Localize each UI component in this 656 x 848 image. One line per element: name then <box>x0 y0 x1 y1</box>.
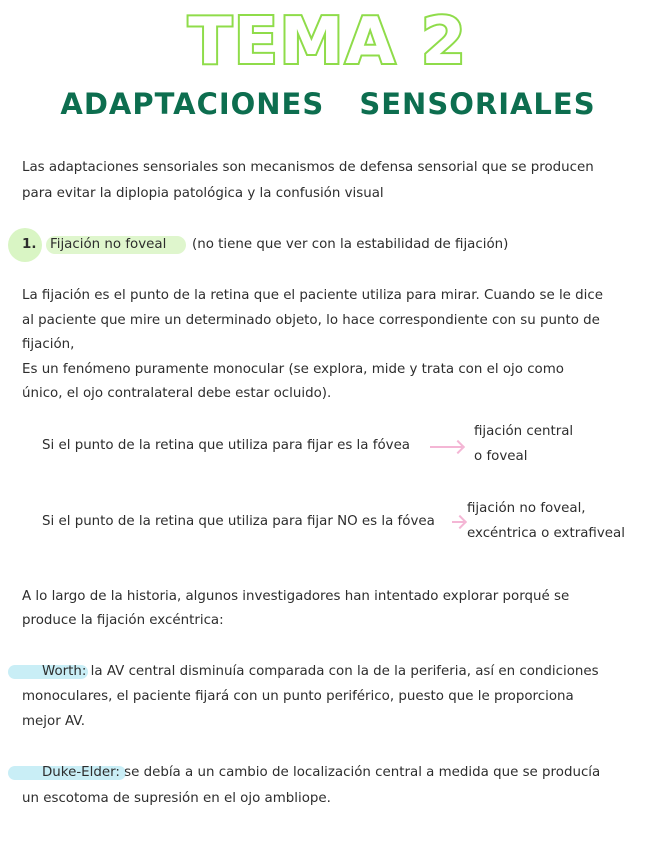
case-2-condition: Si el punto de la retina que utiliza para fijar NO es la fóvea <box>42 514 435 529</box>
definition-line-2: al paciente que mire un determinado objeto, lo hace correspondiente con su punto de <box>22 313 600 328</box>
worth-line-3: mejor AV. <box>22 714 85 729</box>
intro-line-1: Las adaptaciones sensoriales son mecanismos de defensa sensorial que se producen <box>22 160 594 175</box>
definition-line-5: único, el ojo contralateral debe estar ocluido). <box>22 386 332 401</box>
page-subtitle: ADAPTACIONES SENSORIALES <box>60 87 596 121</box>
section-note: (no tiene que ver con la estabilidad de fijación) <box>192 237 509 252</box>
duke-text-1: se debía a un cambio de localización central a medida que se producía <box>119 765 601 780</box>
duke-line-2: un escotoma de supresión en el ojo ambliope. <box>22 791 331 806</box>
case-2-arrow-icon <box>452 521 464 523</box>
case-1-arrow-icon <box>430 446 462 448</box>
definition-line-3: fijación, <box>22 337 75 352</box>
intro-line-2: para evitar la diplopia patológica y la confusión visual <box>22 186 384 201</box>
case-2-result-line-1: fijación no foveal, <box>467 501 586 516</box>
case-1-result-line-2: o foveal <box>474 449 528 464</box>
worth-line-1 <box>22 659 599 684</box>
page-title: TEMA 2 <box>188 5 468 79</box>
duke-line-1 <box>22 760 600 785</box>
worth-author: Worth: <box>42 664 87 679</box>
worth-line-2: monoculares, el paciente fijará con un punto periférico, puesto que le proporciona <box>22 689 574 704</box>
duke-author: Duke-Elder: <box>42 765 120 780</box>
history-line-1: A lo largo de la historia, algunos investigadores han intentado explorar porqué se <box>22 589 570 604</box>
case-1-condition: Si el punto de la retina que utiliza para fijar es la fóvea <box>42 438 411 453</box>
worth-text-1: la AV central disminuía comparada con la de la periferia, así en condiciones <box>86 664 599 679</box>
case-2-result-line-2: excéntrica o extrafiveal <box>467 526 625 541</box>
history-line-2: produce la fijación excéntrica: <box>22 613 224 628</box>
section-number: 1. <box>22 237 37 252</box>
definition-line-4: Es un fenómeno puramente monocular (se explora, mide y trata con el ojo como <box>22 362 564 377</box>
case-1-result-line-1: fijación central <box>474 424 574 439</box>
section-title: Fijación no foveal <box>50 237 167 252</box>
definition-line-1: La fijación es el punto de la retina que el paciente utiliza para mirar. Cuando se le dice <box>22 288 603 303</box>
